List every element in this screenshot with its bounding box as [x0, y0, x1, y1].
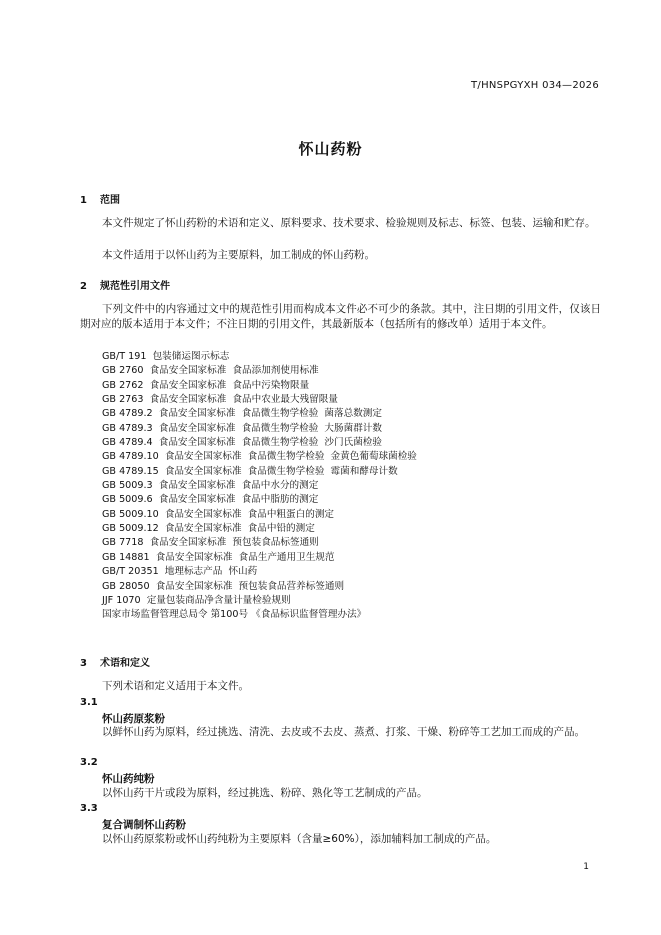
term-definition: 以怀山药原浆粉或怀山药纯粉为主要原料（含量≥60%），添加辅料加工制成的产品。 [102, 833, 497, 845]
term-definition: 以怀山药干片或段为原料，经过挑选、粉碎、熟化等工艺制成的产品。 [102, 787, 428, 799]
reference-item: GB 5009.10 食品安全国家标准 食品中粗蛋白的测定 [102, 508, 335, 520]
section-title: 规范性引用文件 [100, 281, 170, 292]
reference-item: GB 2760 食品安全国家标准 食品添加剂使用标准 [102, 365, 319, 377]
reference-item: GB 5009.12 食品安全国家标准 食品中铅的测定 [102, 523, 315, 535]
term-name: 怀山药纯粉 [102, 773, 155, 785]
reference-item: JJF 1070 定量包装商品净含量计量检验规则 [102, 594, 291, 606]
reference-item: GB 2762 食品安全国家标准 食品中污染物限量 [102, 379, 310, 391]
term-number: 3.3 [80, 803, 98, 814]
document-code: T/HNSPGYXH 034—2026 [471, 80, 599, 91]
normative-intro: 下列文件中的内容通过文中的规范性引用而构成本文件必不可少的条款。其中，注日期的引用文件，仅该日期对应的版本适用于本文件；不注日期的引用文件，其最新版本（包括所有的修改单）适用于本文件。 [80, 303, 601, 330]
reference-item: GB/T 20351 地理标志产品 怀山药 [102, 566, 258, 578]
term-number: 3.1 [80, 697, 98, 708]
section-number: 2 [80, 281, 87, 292]
reference-item: GB 4789.2 食品安全国家标准 食品微生物学检验 菌落总数测定 [102, 408, 382, 420]
reference-item: GB 4789.4 食品安全国家标准 食品微生物学检验 沙门氏菌检验 [102, 437, 382, 449]
section-heading-scope [80, 191, 120, 206]
page-number: 1 [583, 862, 589, 872]
reference-item: GB 2763 食品安全国家标准 食品中农业最大残留限量 [102, 394, 338, 406]
section-number: 1 [80, 195, 87, 206]
term-number: 3.2 [80, 757, 98, 768]
reference-item: GB 4789.10 食品安全国家标准 食品微生物学检验 金黄色葡萄球菌检验 [102, 451, 417, 463]
page-title: 怀山药粉 [298, 140, 363, 158]
terms-intro: 下列术语和定义适用于本文件。 [102, 680, 249, 692]
section-title: 范围 [100, 195, 120, 206]
reference-list [102, 350, 417, 623]
term-name: 复合调制怀山药粉 [102, 819, 186, 831]
reference-item: GB 7718 食品安全国家标准 预包装食品标签通则 [102, 537, 319, 549]
scope-paragraph-1: 本文件规定了怀山药粉的术语和定义、原料要求、技术要求、检验规则及标志、标签、包装、运输和贮存。 [102, 217, 596, 229]
scope-paragraph-2: 本文件适用于以怀山药为主要原料，加工制成的怀山药粉。 [102, 249, 375, 261]
reference-item: GB 4789.3 食品安全国家标准 食品微生物学检验 大肠菌群计数 [102, 422, 382, 434]
term-definition: 以鲜怀山药为原料，经过挑选、清洗、去皮或不去皮、蒸煮、打浆、干燥、粉碎等工艺加工而成的产品。 [102, 726, 585, 738]
reference-item: GB 5009.6 食品安全国家标准 食品中脂肪的测定 [102, 494, 319, 506]
reference-item: GB 28050 食品安全国家标准 预包装食品营养标签通则 [102, 580, 345, 592]
term-name: 怀山药原浆粉 [102, 713, 165, 725]
section-heading-terms [80, 654, 150, 669]
section-heading-normative [80, 277, 170, 292]
reference-item: 国家市场监督管理总局令 第100号 《食品标识监督管理办法》 [102, 609, 367, 621]
reference-item: GB/T 191 包装储运图示标志 [102, 351, 230, 362]
reference-item: GB 14881 食品安全国家标准 食品生产通用卫生规范 [102, 551, 335, 563]
section-number: 3 [80, 658, 87, 669]
section-title: 术语和定义 [100, 658, 150, 669]
reference-item: GB 4789.15 食品安全国家标准 食品微生物学检验 霉菌和酵母计数 [102, 465, 398, 477]
reference-item: GB 5009.3 食品安全国家标准 食品中水分的测定 [102, 480, 319, 492]
